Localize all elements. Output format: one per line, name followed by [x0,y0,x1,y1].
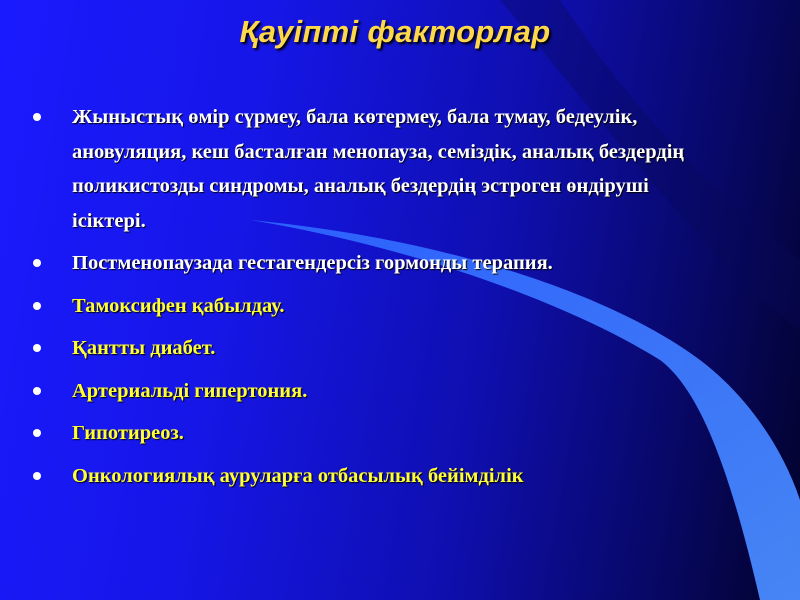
bullet-list [30,100,720,501]
bullet-text: Тамоксифен қабылдау. [72,294,285,317]
bullet-item-3 [30,289,720,324]
bullet-item-7 [30,459,720,494]
bullet-item-6 [30,416,720,451]
bullet-dot-icon [33,259,41,267]
bullet-dot-icon [33,387,41,395]
slide-title: Қауіпті факторлар [239,14,551,49]
bullet-item-4 [30,331,720,366]
bullet-dot-icon [33,302,41,310]
bullet-dot-icon [33,472,41,480]
bullet-dot-icon [33,113,41,121]
bullet-item-2 [30,246,720,281]
bullet-text: Онкологиялық ауруларға отбасылық бейімділік [72,464,524,487]
bullet-text: Гипотиреоз. [72,422,184,444]
bullet-item-1 [30,100,720,238]
bullet-text: Жыныстық өмір сүрмеу, бала көтермеу, бала тумау, бедеулік, ановуляция, кеш басталған менопауза, семіздік, аналық бездердің поликистозды синдромы, аналық бездердің эстроген өндіруші ісіктері. [72,106,685,232]
bullet-text: Қантты диабет. [72,337,216,359]
bullet-dot-icon [33,429,41,437]
bullet-item-5 [30,374,720,409]
bullet-text: Артериальді гипертония. [72,379,308,402]
bullet-text: Постменопаузада гестагендерсіз гормонды терапия. [72,252,553,274]
bullet-dot-icon [33,344,41,352]
